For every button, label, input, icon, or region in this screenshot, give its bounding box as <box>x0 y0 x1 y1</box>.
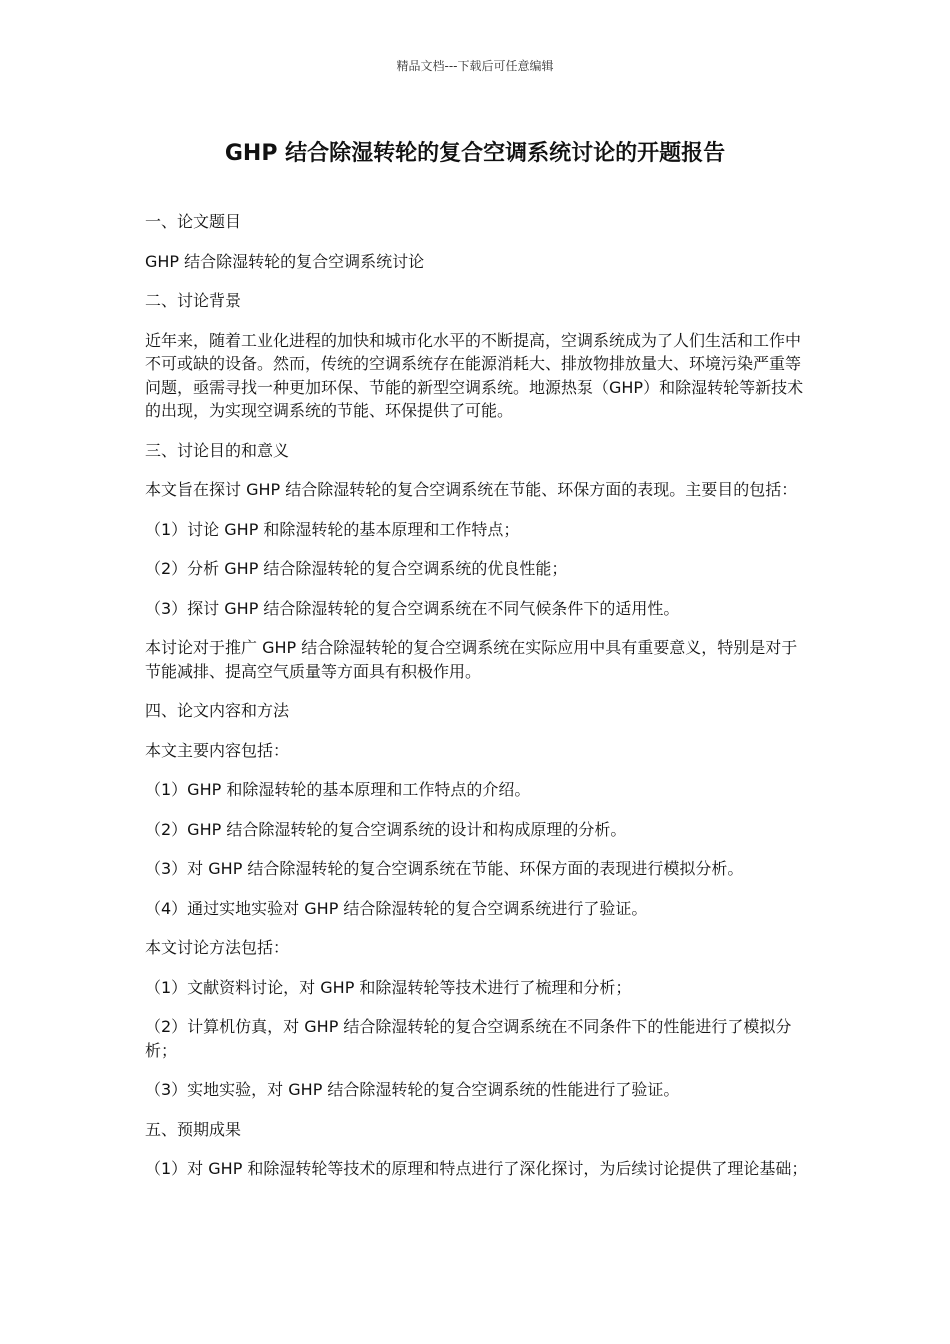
list-item: （3）实地实验，对 GHP 结合除湿转轮的复合空调系统的性能进行了验证。 <box>145 1080 680 1099</box>
paragraph: 本文讨论方法包括： <box>145 938 290 957</box>
list-item: （2）GHP 结合除湿转轮的复合空调系统的设计和构成原理的分析。 <box>145 819 627 839</box>
list-item: （1）文献资料讨论，对 GHP 和除湿转轮等技术进行了梳理和分析； <box>145 977 632 997</box>
section-heading-3: 三、讨论目的和意义 <box>145 440 290 460</box>
list-item: （1）对 GHP 和除湿转轮等技术的原理和特点进行了深化探讨，为后续讨论提供了理论基础； <box>145 1159 808 1178</box>
section-heading-4: 四、论文内容和方法 <box>145 701 290 720</box>
section-heading-5: 五、预期成果 <box>145 1119 242 1139</box>
paragraph: 本讨论对于推广 GHP 结合除湿转轮的复合空调系统在实际应用中具有重要意义，特别是对于节能减排、提高空气质量等方面具有积极作用。 <box>145 638 798 681</box>
paragraph: 本文主要内容包括： <box>145 740 290 760</box>
list-item: （3）对 GHP 结合除湿转轮的复合空调系统在节能、环保方面的表现进行模拟分析。 <box>145 859 744 878</box>
document-body <box>145 210 810 1197</box>
header-note: 精品文档---下载后可任意编辑 <box>396 59 554 73</box>
list-item: （1）GHP 和除湿转轮的基本原理和工作特点的介绍。 <box>145 780 531 799</box>
list-item: （3）探讨 GHP 结合除湿转轮的复合空调系统在不同气候条件下的适用性。 <box>145 598 680 618</box>
list-item: （2）分析 GHP 结合除湿转轮的复合空调系统的优良性能； <box>145 559 568 578</box>
paragraph: 本文旨在探讨 GHP 结合除湿转轮的复合空调系统在节能、环保方面的表现。主要目的包括： <box>145 480 798 499</box>
paragraph: 近年来，随着工业化进程的加快和城市化水平的不断提高，空调系统成为了人们生活和工作中不可或缺的设备。然而，传统的空调系统存在能源消耗大、排放物排放量大、环境污染严重等问题，亟需寻找一种更加环保、节能的新型空调系统。地源热泵（GHP）和除湿转轮等新技术的出现，为实现空调系统的节能、环保提供了可能。 <box>145 330 804 420</box>
document-title: GHP 结合除湿转轮的复合空调系统讨论的开题报告 <box>224 141 726 166</box>
list-item: （2）计算机仿真，对 GHP 结合除湿转轮的复合空调系统在不同条件下的性能进行了模拟分析； <box>145 1017 792 1060</box>
section-heading-1: 一、论文题目 <box>145 212 242 231</box>
list-item: （4）通过实地实验对 GHP 结合除湿转轮的复合空调系统进行了验证。 <box>145 898 648 918</box>
paragraph: GHP 结合除湿转轮的复合空调系统讨论 <box>145 251 425 271</box>
section-heading-2: 二、讨论背景 <box>145 291 242 310</box>
list-item: （1）讨论 GHP 和除湿转轮的基本原理和工作特点； <box>145 519 520 539</box>
